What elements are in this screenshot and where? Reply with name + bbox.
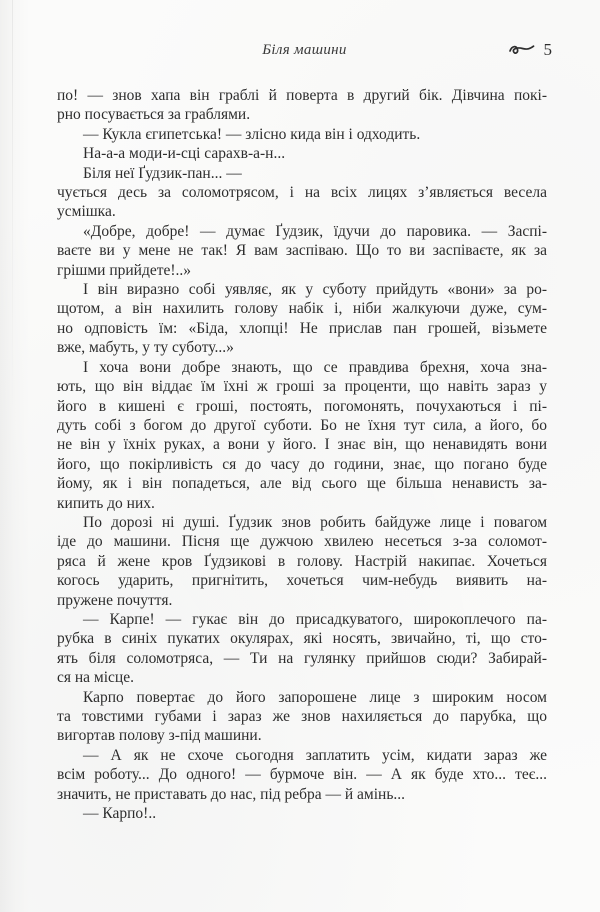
running-header bbox=[57, 42, 552, 64]
text-line: «Добре, добре! — думає Ґудзик, їдучи до паровика. — Заспі- bbox=[83, 222, 547, 240]
text-line: — Карпе! — гукає він до присадкуватого, широкоплечого па- bbox=[83, 610, 547, 628]
text-line: вже, мабуть, у ту суботу...» bbox=[57, 339, 234, 357]
text-line: Біля неї Ґудзик-пан... — bbox=[83, 164, 242, 182]
text-line: Карпо повертає до його запорошене лице з широким носом bbox=[83, 688, 547, 706]
page-number: 5 bbox=[543, 40, 552, 59]
text-line: ряса й жене кров Ґудзикові в голову. Настрій накипає. Хочеться bbox=[57, 552, 547, 570]
running-title: Біля машини bbox=[262, 42, 347, 58]
text-line: не він у їхніх руках, а вони у його. І знає він, що ненавидять вони bbox=[57, 436, 547, 454]
text-line: — А як не схоче сьогодня заплатить усім, кидати зараз же bbox=[83, 746, 547, 764]
text-line: ять біля соломотряса, — Ти на гулянку прийшов сюди? Забирай- bbox=[57, 649, 547, 667]
text-line: йому, як і він попадеться, але від сього ще більша ненависть за- bbox=[57, 475, 547, 493]
body-text-block bbox=[57, 86, 547, 823]
text-line: всім роботу... До одного! — бурмоче він. — А як буде хто... теє... bbox=[57, 766, 547, 784]
text-line: по! — знов хапа він граблі й поверта в другий бік. Дівчина покі- bbox=[57, 87, 547, 104]
text-line: — Карпо!.. bbox=[83, 805, 157, 823]
text-line: но одповість їм: «Біда, хлопці! Не прислав пан грошей, візьмете bbox=[57, 319, 547, 337]
text-line: ся на місце. bbox=[57, 669, 134, 687]
text-line: І він виразно собі уявляє, як у суботу прийдуть «вони» за ро- bbox=[83, 281, 547, 299]
pagenum-group bbox=[509, 40, 553, 60]
text-line: рубка в синіх пукатих окулярах, які носять, звичайно, ті, що сто- bbox=[57, 630, 547, 648]
text-line: рно посувається за граблями. bbox=[57, 106, 251, 124]
text-line: ють, що він віддає їм їхні ж гроші за проценти, що навіть зараз у bbox=[57, 378, 547, 396]
text-line: його в кишені є гроші, постоять, погомонять, почухаються і пі- bbox=[57, 397, 547, 415]
text-line: кипить до них. bbox=[57, 494, 155, 512]
text-line: грішми прийдете!..» bbox=[57, 261, 192, 279]
fleuron-ornament-icon bbox=[509, 44, 535, 57]
text-line: усмішка. bbox=[57, 203, 116, 221]
text-line: та товстими губами і зараз же знов нахиляється до парубка, що bbox=[57, 708, 547, 725]
text-line: чується десь за соломотрясом, і на всіх лицях з’являється весела bbox=[57, 184, 547, 202]
page-edge-shadow bbox=[12, 0, 13, 420]
text-line: вигортав полову з-під машини. bbox=[57, 727, 262, 745]
text-line: значить, не приставать до нас, під ребра — й амінь... bbox=[57, 785, 406, 803]
text-line: когось ударить, пригнітить, хочеться чим-небудь виявить на- bbox=[57, 572, 547, 590]
text-line: По дорозі ні душі. Ґудзик знов робить байдуже лице і повагом bbox=[83, 513, 547, 531]
text-line: — Кукла єгипетська! — злісно кида він і одходить. bbox=[83, 125, 421, 143]
text-line: І хоча вони добре знають, що се правдива брехня, хоча зна- bbox=[83, 358, 547, 376]
text-line: дуть собі з богом до другої суботи. Бо не їхня тут сила, а його, бо bbox=[57, 416, 547, 434]
text-line: На-а-а моди-и-сці сарахв-а-н... bbox=[83, 145, 286, 163]
text-line: іде до машини. Пісня ще дужчою хвилею несеться з-за соломот- bbox=[57, 533, 547, 551]
text-line: пружене почуття. bbox=[57, 591, 173, 609]
text-line: щотом, а він нахилить голову набік і, ніби жалкуючи дуже, сум- bbox=[57, 300, 547, 318]
text-line: його, що покірливість ся до часу до години, знає, що погано буде bbox=[57, 455, 547, 473]
text-line: ваєте ви у мене не так! Я вам заспіваю. Що то ви заспіваєте, як за bbox=[57, 242, 547, 260]
